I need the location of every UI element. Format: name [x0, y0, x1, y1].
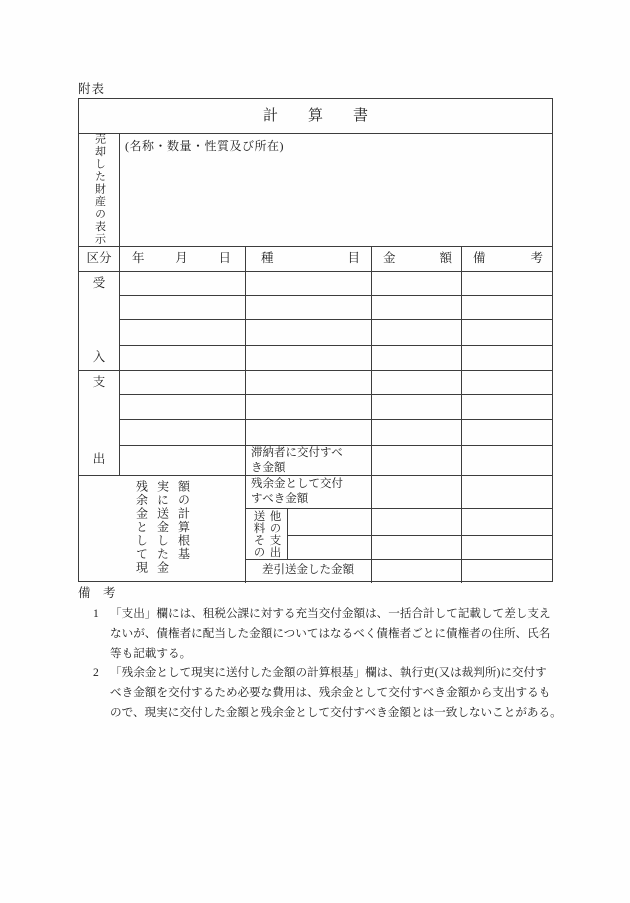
remark-2-text — [110, 663, 562, 722]
postage-other-expense-cell — [245, 508, 287, 559]
header-date — [119, 246, 245, 271]
basis-column-3: 額の計算根基 — [176, 480, 191, 561]
remarks-section — [78, 583, 560, 723]
basis-column-2: 実に送金した金 — [155, 480, 170, 575]
grid-hline — [245, 508, 552, 509]
header-item-first: 種 — [261, 251, 274, 265]
header-remarks — [461, 246, 552, 271]
header-amount-last: 額 — [439, 251, 452, 265]
header-remarks-last: 考 — [530, 251, 543, 265]
calculation-table — [78, 98, 553, 582]
remark-1-number: 1 — [93, 607, 99, 620]
receipts-section-char-top: 受 — [92, 276, 106, 290]
appendix-label: 附表 — [78, 82, 106, 96]
remark-1-line-2: ないが、債権者に配当した金額についてはなるべく債権者ごとに債権者の住所、氏名 — [110, 626, 551, 640]
grid-vline — [371, 246, 372, 583]
sold-property-vertical-label: 売却した財産の表示 — [93, 133, 106, 246]
header-item — [245, 246, 371, 271]
header-item-last: 目 — [347, 251, 360, 265]
remark-item-1 — [78, 604, 560, 663]
header-month: 月 — [175, 251, 188, 265]
remark-2-number: 2 — [93, 666, 99, 680]
remark-item-2 — [78, 663, 560, 722]
postage-column-2: 他の支出 — [268, 509, 281, 558]
remark-1-line-1: 「支出」欄には、租税公課に対する充当交付金額は、一括合計して記載して差し支え — [110, 607, 551, 620]
payments-section-char-bottom: 出 — [92, 452, 106, 466]
grid-hline — [119, 394, 552, 395]
grid-hline — [79, 133, 552, 134]
payments-section-char-top: 支 — [92, 375, 106, 389]
property-description-hint: (名称・数量・性質及び所在) — [125, 139, 284, 153]
remark-1-text — [110, 604, 551, 663]
grid-hline — [119, 295, 552, 296]
net-remitted-amount-cell: 差引送金した金額 — [262, 564, 354, 576]
remarks-heading: 備 考 — [78, 586, 116, 600]
receipts-section-char-bottom: 入 — [92, 350, 106, 364]
header-year: 年 — [132, 251, 145, 265]
basis-column-1: 残余金として現 — [134, 480, 149, 575]
grid-vline — [119, 133, 120, 475]
postage-column-1: 送料その — [252, 509, 265, 558]
grid-vline — [461, 246, 462, 583]
surplus-remit-basis-cell — [79, 475, 245, 583]
header-category: 区分 — [86, 251, 112, 265]
grid-hline — [79, 370, 552, 371]
sold-property-header-cell — [79, 133, 119, 246]
grid-hline — [119, 419, 552, 420]
grid-vline — [287, 508, 288, 559]
grid-hline — [287, 535, 552, 536]
remark-2-line-1: 「残余金として現実に送付した金額の計算根基」欄は、執行吏(又は裁判所)に交付す — [110, 666, 547, 680]
delinquent-deliverable-cell: 滞納者に交付すべき金額 — [251, 447, 343, 474]
header-amount-first: 金 — [383, 251, 396, 265]
table-title: 計 算 書 — [262, 108, 368, 124]
header-day: 日 — [218, 251, 231, 265]
grid-hline — [79, 271, 552, 272]
header-amount — [371, 246, 461, 271]
remark-1-line-3: 等も記載する。 — [110, 646, 192, 660]
grid-hline — [119, 345, 552, 346]
grid-hline — [119, 319, 552, 320]
surplus-deliverable-cell: 残余金として交付すべき金額 — [251, 478, 343, 505]
remark-2-line-3: ので、現実に交付した金額と残余金として交付すべき金額とは一致しないことがある。 — [110, 705, 562, 719]
remark-2-line-2: べき金額を交付するため必要な費用は、残余金として交付すべき金額から支出するも — [110, 686, 551, 700]
header-remarks-first: 備 — [473, 251, 486, 265]
